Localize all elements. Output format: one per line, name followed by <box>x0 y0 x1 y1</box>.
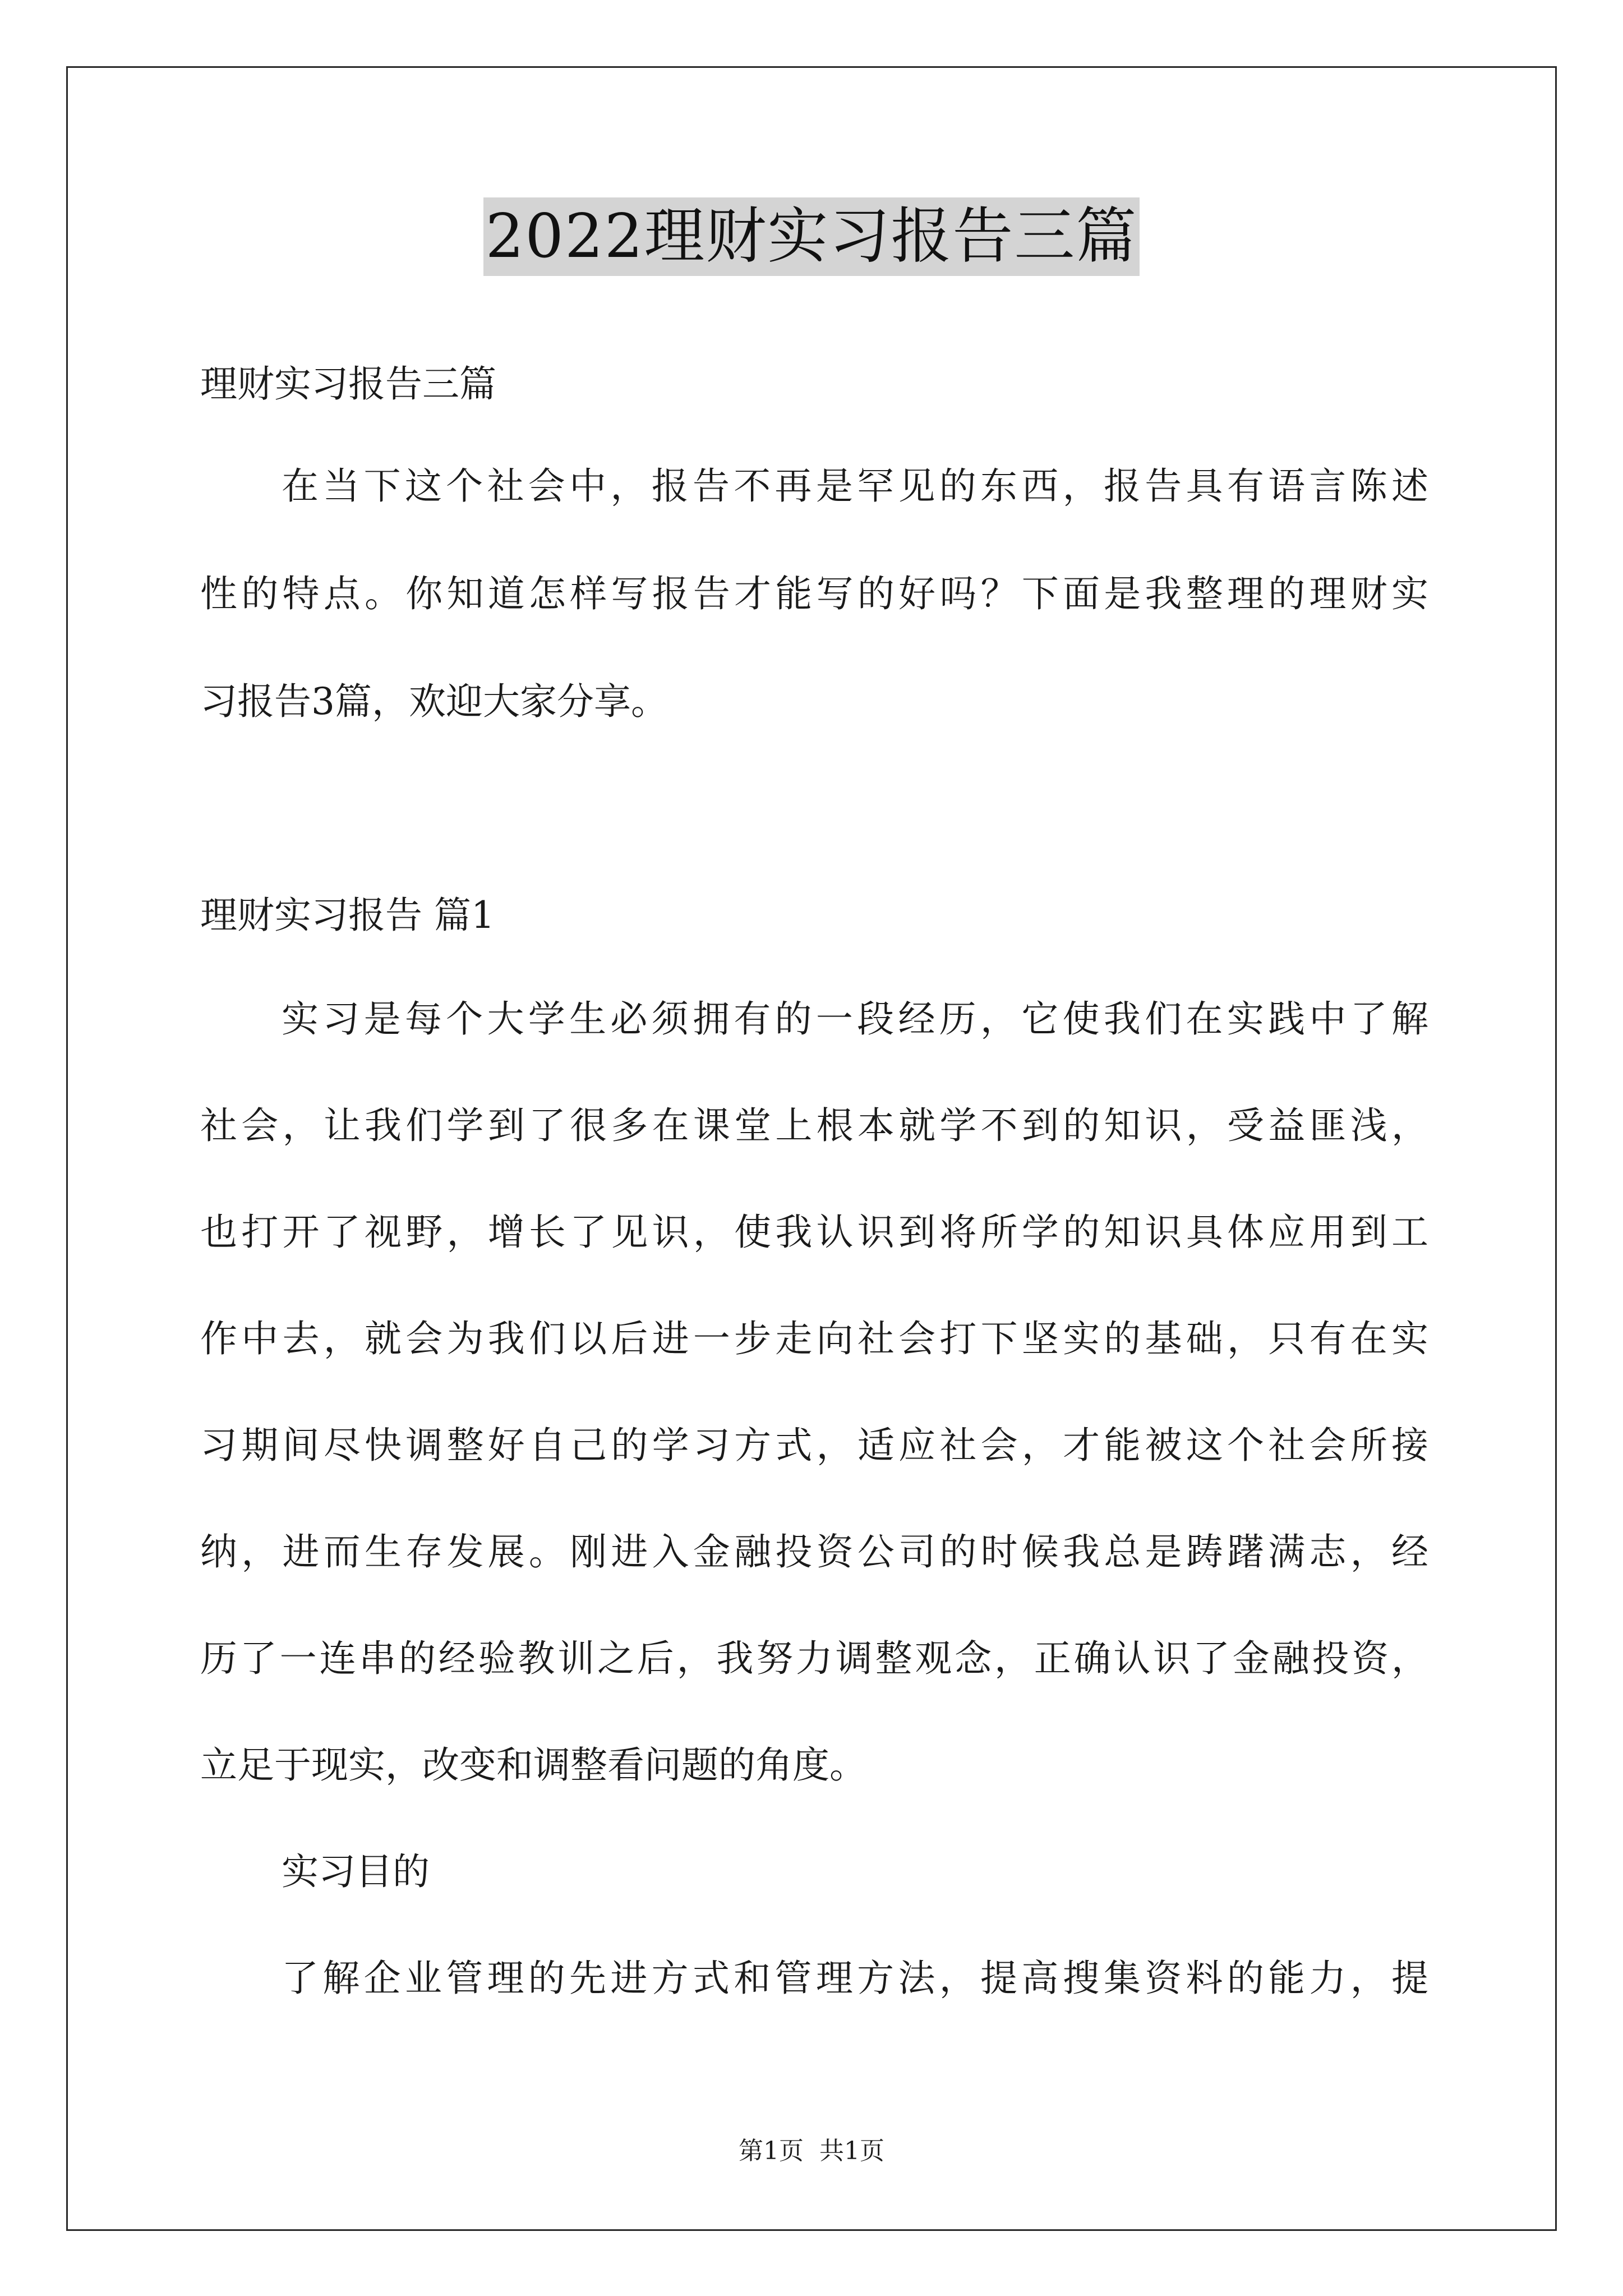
section-1-line-6: 纳，进而生存发展。刚进入金融投资公司的时候我总是踌躇满志，经 <box>200 1530 1428 1573</box>
purpose-heading: 实习目的 <box>282 1850 430 1893</box>
title-container <box>0 197 1623 276</box>
section-1-line-8: 立足于现实，改变和调整看问题的角度。 <box>200 1743 866 1787</box>
section-1-line-4: 作中去，就会为我们以后进一步走向社会打下坚实的基础，只有在实 <box>200 1317 1428 1360</box>
section-1-line-3: 也打开了视野，增长了见识，使我认识到将所学的知识具体应用到工 <box>200 1211 1428 1254</box>
intro-line-2: 性的特点。你知道怎样写报告才能写的好吗？下面是我整理的理财实 <box>200 572 1428 615</box>
section-1-heading: 理财实习报告 篇1 <box>200 894 495 937</box>
intro-line-1: 在当下这个社会中，报告不再是罕见的东西，报告具有语言陈述 <box>282 464 1428 508</box>
page-number-total: 共1页 <box>819 2137 884 2165</box>
document-title: 2022理财实习报告三篇 <box>483 197 1140 276</box>
section-1-line-7: 历了一连串的经验教训之后，我努力调整观念，正确认识了金融投资， <box>200 1637 1428 1680</box>
page-footer <box>0 2134 1623 2168</box>
section-1-line-2: 社会，让我们学到了很多在课堂上根本就学不到的知识，受益匪浅， <box>200 1104 1428 1147</box>
purpose-line-1: 了解企业管理的先进方式和管理方法，提高搜集资料的能力，提 <box>282 1957 1428 2000</box>
section-1-line-1: 实习是每个大学生必须拥有的一段经历，它使我们在实践中了解 <box>282 997 1428 1041</box>
intro-line-3: 习报告3篇，欢迎大家分享。 <box>200 680 668 723</box>
section-1-line-5: 习期间尽快调整好自己的学习方式，适应社会，才能被这个社会所接 <box>200 1424 1428 1467</box>
subtitle: 理财实习报告三篇 <box>200 362 496 406</box>
page-number-current: 第1页 <box>739 2137 804 2165</box>
